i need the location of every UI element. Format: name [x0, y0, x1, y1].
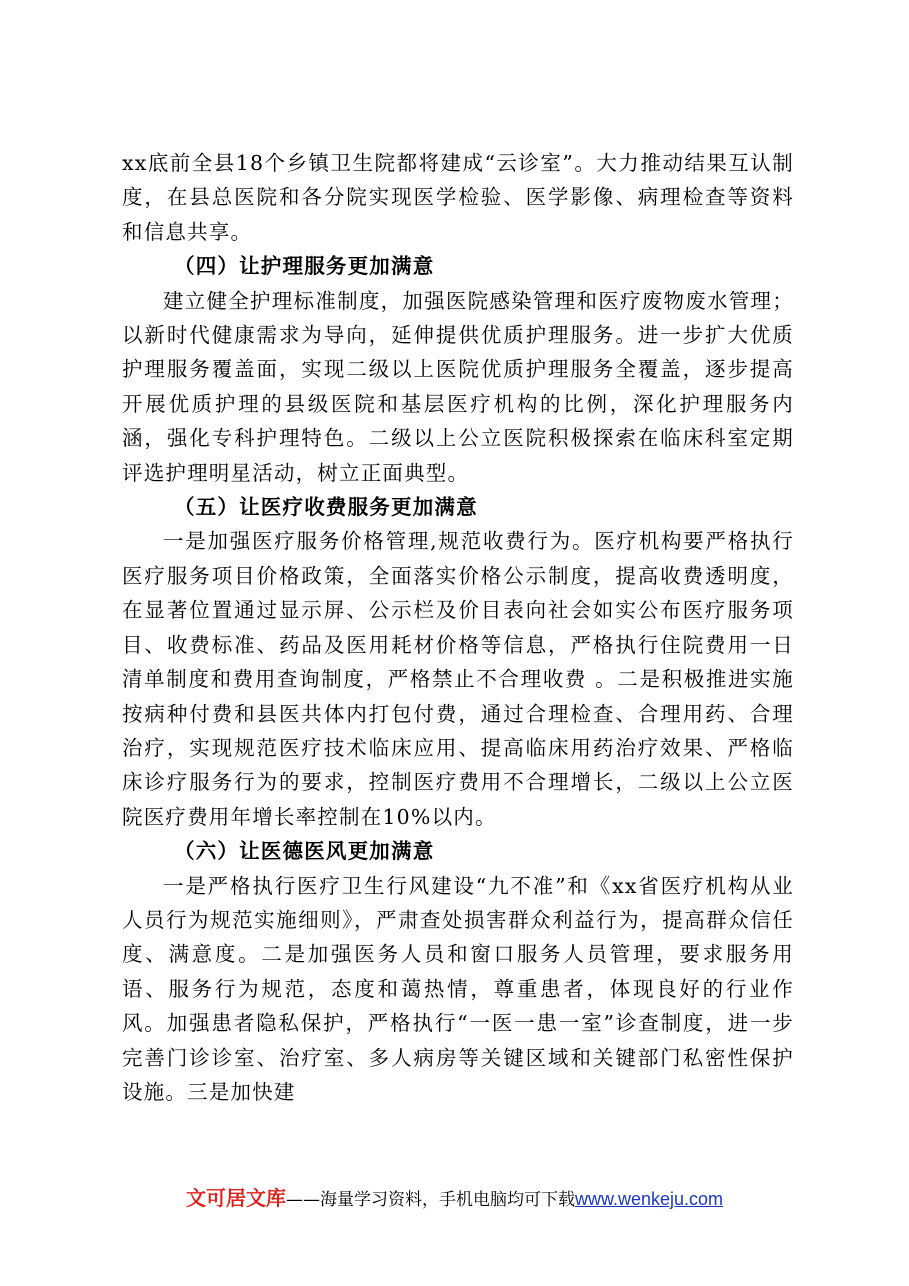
section-heading-6: （六）让医德医风更加满意: [174, 839, 435, 864]
paragraph-fees: 一是加强医疗服务价格管理,规范收费行为。医疗机构要严格执行医疗服务项目价格政策，全面落实价格公示制度，提高收费透明度，在显著位置通过显示屏、公示栏及价目表向社会如实公布医疗服务项目、收费标准、药品及医用耗材价格等信息，严格执行住院费用一日清单制度和费用查询制度，严格禁止不合理收费 。二是积极推进实施按病种付费和县医共体内打包付费，通过合理检查、合理用药、合理治疗，实现规范医疗技术临床应用、提高临床用药治疗效果、严格临床诊疗服务行为的要求，控制医疗费用不合理增长，二级以上公立医院医疗费用年增长率控制在10%以内。: [122, 529, 794, 829]
document-body: [122, 146, 794, 1109]
section-heading-5: （五）让医疗收费服务更加满意: [174, 495, 478, 520]
footer-slogan: 海量学习资料，手机电脑均可下载: [319, 1190, 575, 1210]
footer-link[interactable]: www.wenkeju.com: [574, 1189, 724, 1209]
footer-watermark: [0, 1182, 909, 1211]
footer-brand: 文可居文库: [185, 1186, 286, 1210]
footer-dash: ——: [285, 1190, 320, 1210]
section-heading-4: （四）让护理服务更加满意: [174, 254, 435, 279]
paragraph-nursing: 建立健全护理标准制度，加强医院感染管理和医疗废物废水管理；以新时代健康需求为导向，延伸提供优质护理服务。进一步扩大优质护理服务覆盖面，实现二级以上医院优质护理服务全覆盖，逐步提高开展优质护理的县级医院和基层医疗机构的比例，深化护理服务内涵，强化专科护理特色。二级以上公立医院积极探索在临床科室定期评选护理明星活动，树立正面典型。: [122, 288, 794, 485]
paragraph-ethics: 一是严格执行医疗卫生行风建设“九不准”和《xx省医疗机构从业人员行为规范实施细则》，严肃查处损害群众利益行为，提高群众信任度、满意度。二是加强医务人员和窗口服务人员管理，要求服务用语、服务行为规范，态度和蔼热情，尊重患者，体现良好的行业作风。加强患者隐私保护，严格执行“一医一患一室”诊查制度，进一步完善门诊诊室、治疗室、多人病房等关键区域和关键部门私密性保护设施。三是加快建: [122, 873, 794, 1104]
paragraph-continuation: xx底前全县18个乡镇卫生院都将建成“云诊室”。大力推动结果互认制度，在县总医院和各分院实现医学检验、医学影像、病理检查等资料和信息共享。: [122, 151, 794, 244]
